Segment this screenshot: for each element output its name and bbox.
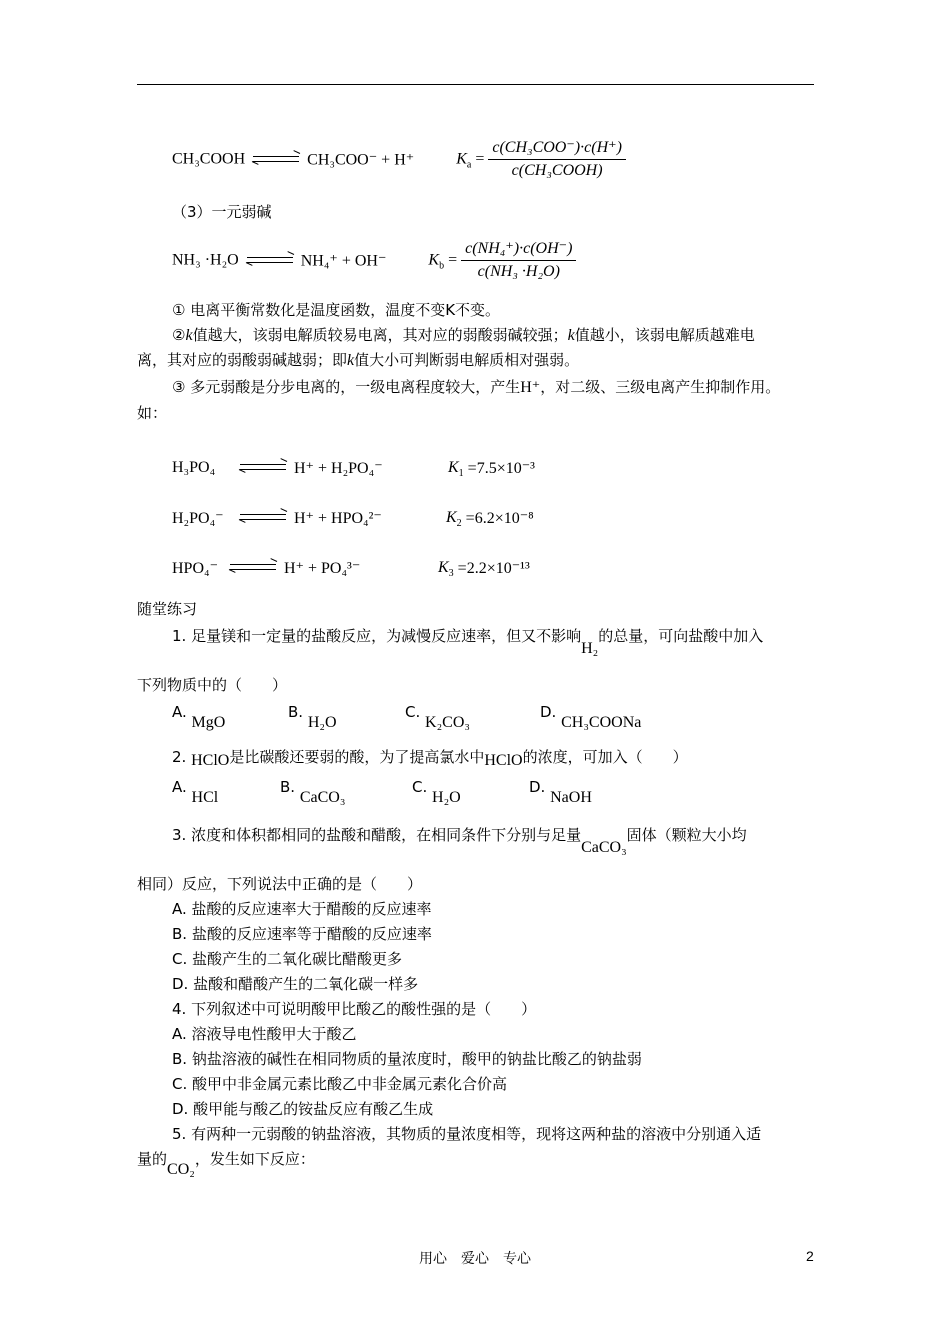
equation-right: H⁺ + H₂PO₄⁻ (294, 460, 383, 477)
h-ion-formula: H⁺ (520, 379, 541, 396)
option-label: A. (172, 703, 187, 721)
option-label: D. (529, 778, 546, 796)
q1-text-b: 的总量，可向盐酸中加入 (598, 627, 764, 645)
equation-left: NH₃ ·H₂O (172, 251, 239, 269)
q2-line (172, 745, 688, 770)
q1-option-a[interactable] (172, 700, 226, 731)
q3-line-2: 相同）反应，下列说法中正确的是（ ） (137, 875, 423, 893)
q3-option-a[interactable]: A. 盐酸的反应速率大于醋酸的反应速率 (172, 900, 432, 918)
equilibrium-arrow-icon (247, 255, 293, 267)
q3-option-d[interactable]: D. 盐酸和醋酸产生的二氧化碳一样多 (172, 975, 419, 993)
q1-option-b[interactable] (288, 700, 337, 731)
q4-option-b[interactable]: B. 钠盐溶液的碱性在相同物质的量浓度时，酸甲的钠盐比酸乙的钠盐弱 (172, 1050, 642, 1068)
k3-value: =2.2×10⁻¹³ (457, 560, 530, 577)
equation-left: H₂PO₄⁻ (172, 510, 224, 527)
k1-subscript: 1 (458, 467, 464, 479)
note-2-text-a: 值越大，该弱电解质较易电离，其对应的弱酸弱碱较强； (192, 326, 568, 344)
header-rule (137, 84, 814, 85)
note-2-line-1 (172, 323, 755, 348)
ammonia-equation: NH₃ ·H₂O NH₄⁺ + OH⁻ $K_b$ = $\frac{\text{c(NH₄⁺)·c(OH⁻)}}{\text{c(NH₃ ·H₂O)}}$ (172, 238, 576, 283)
note-3-line-1 (172, 375, 780, 400)
k-symbol: k (347, 352, 355, 369)
q2-option-c[interactable] (412, 775, 461, 806)
ka-fraction (488, 137, 626, 182)
kb-subscript: b (439, 260, 445, 272)
option-value: MgO (191, 714, 226, 731)
option-label: C. (405, 703, 421, 721)
ka-denominator: c(CH₃COOH) (511, 162, 603, 179)
equilibrium-arrow-icon (240, 462, 286, 474)
phosphate-step-2 (172, 508, 534, 528)
q4-option-a[interactable]: A. 溶液导电性酸甲大于酸乙 (172, 1025, 357, 1043)
equilibrium-arrow-icon (230, 562, 276, 574)
note-2-marker: ② (172, 326, 186, 344)
q4-option-c[interactable]: C. 酸甲中非金属元素比酸乙中非金属元素化合价高 (172, 1075, 508, 1093)
option-value: NaOH (550, 789, 592, 806)
q1-option-d[interactable] (540, 700, 642, 731)
ka-symbol: K (456, 150, 467, 168)
equation-left: H₃PO₄ (172, 459, 216, 476)
q3-text-a: 3. 浓度和体积都相同的盐酸和醋酸，在相同条件下分别与足量 (172, 826, 582, 844)
kb-fraction (461, 238, 576, 283)
q2-text-a: 是比碳酸还要弱的酸，为了提高氯水中 (229, 748, 485, 766)
q5-formula-co2: CO₂ (167, 1161, 195, 1178)
q3-text-b: 固体（颗粒大小均 (626, 826, 747, 844)
q4-option-d[interactable]: D. 酸甲能与酸乙的铵盐反应有酸乙生成 (172, 1100, 434, 1118)
option-label: B. (280, 778, 296, 796)
q2-option-b[interactable] (280, 775, 346, 806)
q1-formula-h2: H₂ (581, 640, 599, 657)
q2-number: 2. (172, 748, 187, 766)
option-value: K₂CO₃ (425, 714, 470, 731)
q3-option-c[interactable]: C. 盐酸产生的二氧化碳比醋酸更多 (172, 950, 403, 968)
equation-right: H⁺ + HPO₄²⁻ (294, 510, 382, 527)
equation-left: CH₃COOH (172, 150, 246, 168)
q1-line-1 (172, 624, 764, 657)
acetic-acid-equation: CH₃COOH CH₃COO⁻ + H⁺ $K_a$ = $\frac{\text{c(CH₃COO⁻)·c(H⁺)}}{\text{c(CH₃COOH)}}$ (172, 137, 626, 182)
note-2-text-c: 离，其对应的弱酸弱碱越弱；即 (137, 351, 348, 369)
q5-text-a: 量的 (137, 1150, 168, 1168)
k-symbol: k (185, 327, 193, 344)
q3-option-b[interactable]: B. 盐酸的反应速率等于醋酸的反应速率 (172, 925, 432, 943)
q5-line-1: 5. 有两种一元弱酸的钠盐溶液，其物质的量浓度相等，现将这两种盐的溶液中分别通入适 (172, 1125, 762, 1143)
option-label: C. (412, 778, 428, 796)
equation-left: HPO₄⁻ (172, 560, 219, 577)
q2-option-a[interactable] (172, 775, 219, 806)
q3-line-1 (172, 823, 747, 856)
option-value: HCl (191, 789, 219, 806)
note-3-text-b: ，对二级、三级电离产生抑制作用。 (540, 378, 781, 396)
k3-subscript: 3 (448, 567, 454, 579)
ka-subscript: a (466, 159, 472, 171)
q2-formula-hclo: HClO (191, 752, 230, 769)
q3-formula-caco3: CaCO₃ (581, 839, 627, 856)
note-1: ① 电离平衡常数化是温度函数，温度不变K不变。 (172, 301, 501, 319)
page-footer: 用心 爱心 专心 (419, 1251, 531, 1267)
equation-right: CH₃COO⁻ + H⁺ (307, 151, 415, 169)
practice-title: 随堂练习 (137, 600, 198, 618)
option-value: CaCO₃ (299, 789, 346, 806)
equilibrium-arrow-icon (240, 512, 286, 524)
note-2-line-2 (137, 348, 579, 373)
option-label: B. (288, 703, 304, 721)
k-symbol: k (567, 327, 575, 344)
k1-symbol: K (448, 459, 459, 476)
q2-text-b: 的浓度，可加入（ ） (522, 748, 688, 766)
q5-text-b: ，发生如下反应： (194, 1150, 315, 1168)
option-value: H₂O (432, 789, 461, 806)
q4-stem: 4. 下列叙述中可说明酸甲比酸乙的酸性强的是（ ） (172, 1000, 537, 1018)
k2-symbol: K (446, 509, 457, 526)
equation-right: NH₄⁺ + OH⁻ (300, 252, 387, 270)
heading-weak-base: （3）一元弱碱 (172, 203, 272, 221)
kb-symbol: K (428, 251, 440, 269)
option-value: CH₃COONa (561, 714, 642, 731)
phosphate-step-1 (172, 458, 535, 478)
kb-numerator: c(NH₄⁺)·c(OH⁻) (461, 238, 576, 261)
kb-denominator: c(NH₃ ·H₂O) (477, 263, 560, 280)
k1-value: =7.5×10⁻³ (467, 460, 535, 477)
q2-option-d[interactable] (529, 775, 592, 806)
note-2-text-b: 值越小，该弱电解质越难电 (574, 326, 755, 344)
q1-text-a: 1. 足量镁和一定量的盐酸反应，为减慢反应速率，但又不影响 (172, 627, 582, 645)
q1-option-c[interactable] (405, 700, 470, 731)
page-number: 2 (806, 1248, 814, 1264)
option-label: A. (172, 778, 187, 796)
equation-right: H⁺ + PO₄³⁻ (284, 560, 361, 577)
k3-symbol: K (438, 559, 449, 576)
equilibrium-arrow-icon (253, 154, 299, 166)
k2-value: =6.2×10⁻⁸ (465, 510, 534, 527)
ka-numerator: c(CH₃COO⁻)·c(H⁺) (488, 137, 626, 160)
note-3-text-a: ③ 多元弱酸是分步电离的，一级电离程度较大，产生 (172, 378, 521, 396)
note-2-text-d: 值大小可判断弱电解质相对强弱。 (354, 351, 580, 369)
option-label: D. (540, 703, 557, 721)
option-value: H₂O (307, 714, 337, 731)
k2-subscript: 2 (456, 517, 462, 529)
q2-formula-hclo: HClO (484, 752, 523, 769)
phosphate-step-3 (172, 558, 530, 578)
note-3-line-2: 如： (137, 404, 168, 422)
q1-line-2: 下列物质中的（ ） (137, 676, 288, 694)
q5-line-2 (137, 1147, 315, 1178)
